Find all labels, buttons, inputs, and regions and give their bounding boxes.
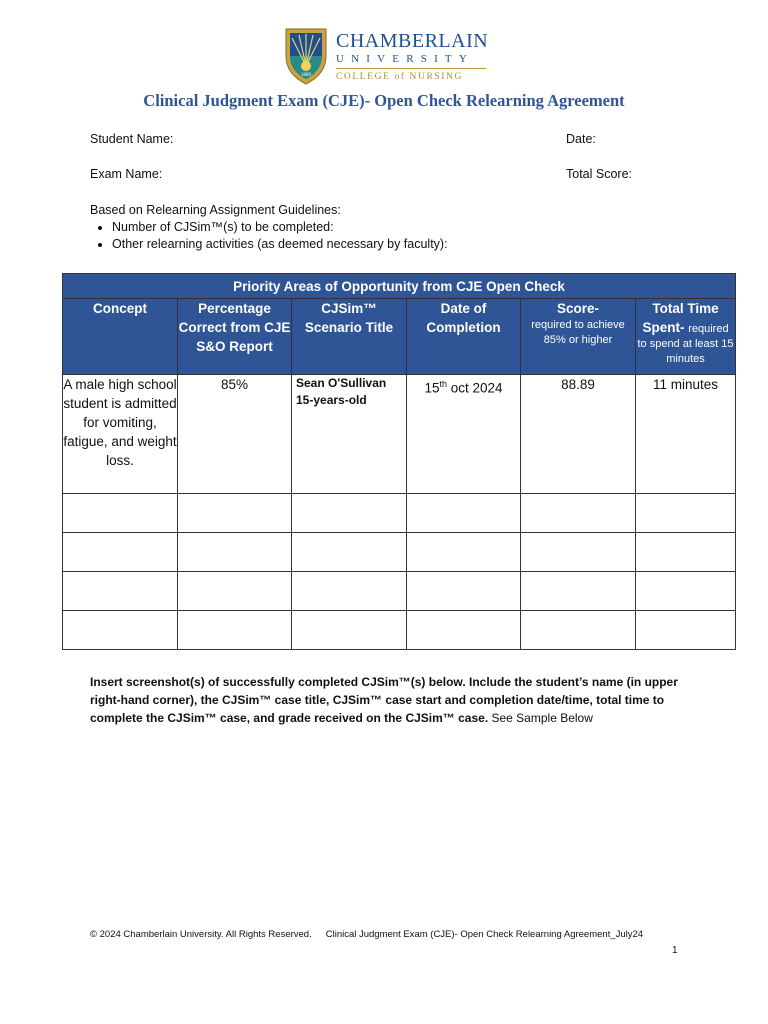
header-concept: Concept bbox=[63, 299, 178, 375]
cell-time[interactable]: 11 minutes bbox=[636, 375, 736, 494]
cell-percentage[interactable]: 85% bbox=[178, 375, 292, 494]
table-row-empty bbox=[63, 611, 736, 650]
empty-cell[interactable] bbox=[292, 572, 407, 611]
guidelines-list bbox=[90, 219, 448, 253]
crest-icon bbox=[282, 26, 330, 86]
cell-date-rest: oct 2024 bbox=[447, 380, 503, 396]
empty-cell[interactable] bbox=[521, 572, 636, 611]
empty-cell[interactable] bbox=[178, 572, 292, 611]
table-header-row bbox=[63, 299, 736, 375]
svg-text:1889: 1889 bbox=[301, 73, 311, 78]
table-row-empty bbox=[63, 572, 736, 611]
cell-scenario[interactable]: Sean O'Sullivan 15-years-old bbox=[292, 375, 407, 494]
header-percentage: Percentage Correct from CJE S&O Report bbox=[178, 299, 292, 375]
empty-cell[interactable] bbox=[407, 572, 521, 611]
instructions-see-sample: See Sample Below bbox=[488, 711, 593, 725]
date-label: Date: bbox=[566, 132, 596, 146]
priority-areas-table bbox=[62, 273, 736, 650]
logo-college: COLLEGE of NURSING bbox=[336, 71, 463, 82]
empty-cell[interactable] bbox=[292, 611, 407, 650]
cell-date-day: 15 bbox=[424, 380, 440, 396]
empty-cell[interactable] bbox=[636, 611, 736, 650]
header-time-title: Total Time Spent- bbox=[642, 301, 719, 335]
footer-copyright: © 2024 Chamberlain University. All Rights Reserved. bbox=[90, 929, 312, 940]
empty-cell[interactable] bbox=[292, 494, 407, 533]
empty-cell[interactable] bbox=[63, 494, 178, 533]
document-title: Clinical Judgment Exam (CJE)- Open Check Relearning Agreement bbox=[143, 91, 625, 110]
table-row-empty bbox=[63, 494, 736, 533]
empty-cell[interactable] bbox=[407, 611, 521, 650]
header-time-sub2: to spend at least 15 minutes bbox=[637, 338, 734, 365]
header-time-sub1: required bbox=[688, 323, 729, 335]
footer-document-name: Clinical Judgment Exam (CJE)- Open Check Relearning Agreement_July24 bbox=[325, 929, 644, 940]
exam-name-label: Exam Name: bbox=[90, 167, 163, 181]
screenshot-instructions bbox=[90, 673, 690, 727]
header-date: Date of Completion bbox=[407, 299, 521, 375]
logo-university: UNIVERSITY bbox=[336, 52, 474, 65]
empty-cell[interactable] bbox=[178, 611, 292, 650]
empty-cell[interactable] bbox=[407, 533, 521, 572]
logo-divider bbox=[336, 68, 486, 69]
table-row-empty bbox=[63, 533, 736, 572]
empty-cell[interactable] bbox=[292, 533, 407, 572]
instructions-bold: Insert screenshot(s) of successfully completed CJSim™(s) below. Include the student’s name (in upper right-hand corner), the CJSim™ case title, CJSim™ case start and completion date/time, total time to complete the CJSim™ case, and grade received on the CJSim™ case. bbox=[90, 675, 678, 725]
logo-wordmark: CHAMBERLAIN bbox=[336, 29, 489, 52]
page-footer bbox=[90, 929, 643, 940]
empty-cell[interactable] bbox=[521, 533, 636, 572]
header-score-title: Score- bbox=[556, 301, 600, 316]
cell-date-sup: th bbox=[439, 379, 447, 389]
student-name-label: Student Name: bbox=[90, 132, 174, 146]
relearning-guidelines bbox=[90, 202, 448, 253]
header-time bbox=[636, 299, 736, 375]
total-score-label: Total Score: bbox=[566, 167, 633, 181]
cell-concept[interactable]: A male high school student is admitted for vomiting, fatigue, and weight loss. bbox=[63, 375, 178, 494]
cell-date[interactable] bbox=[407, 375, 521, 494]
header-score-sub: required to achieve 85% or higher bbox=[531, 319, 625, 346]
empty-cell[interactable] bbox=[521, 611, 636, 650]
empty-cell[interactable] bbox=[636, 533, 736, 572]
empty-cell[interactable] bbox=[521, 494, 636, 533]
empty-cell[interactable] bbox=[636, 494, 736, 533]
guideline-item-other-activities: • Other relearning activities (as deemed necessary by faculty): bbox=[112, 236, 448, 253]
empty-cell[interactable] bbox=[63, 611, 178, 650]
chamberlain-logo bbox=[282, 26, 492, 86]
empty-cell[interactable] bbox=[178, 533, 292, 572]
empty-cell[interactable] bbox=[178, 494, 292, 533]
empty-cell[interactable] bbox=[63, 572, 178, 611]
header-score bbox=[521, 299, 636, 375]
empty-cell[interactable] bbox=[636, 572, 736, 611]
cell-score[interactable]: 88.89 bbox=[521, 375, 636, 494]
table-row bbox=[63, 375, 736, 494]
table-band-title: Priority Areas of Opportunity from CJE Open Check bbox=[63, 274, 736, 299]
guideline-item-cjsim-count: • Number of CJSim™(s) to be completed: bbox=[112, 219, 448, 236]
empty-cell[interactable] bbox=[407, 494, 521, 533]
empty-cell[interactable] bbox=[63, 533, 178, 572]
page-number: 1 bbox=[672, 945, 678, 956]
guidelines-heading: Based on Relearning Assignment Guidelines: bbox=[90, 203, 341, 217]
header-scenario: CJSim™ Scenario Title bbox=[292, 299, 407, 375]
table-band bbox=[63, 274, 736, 299]
